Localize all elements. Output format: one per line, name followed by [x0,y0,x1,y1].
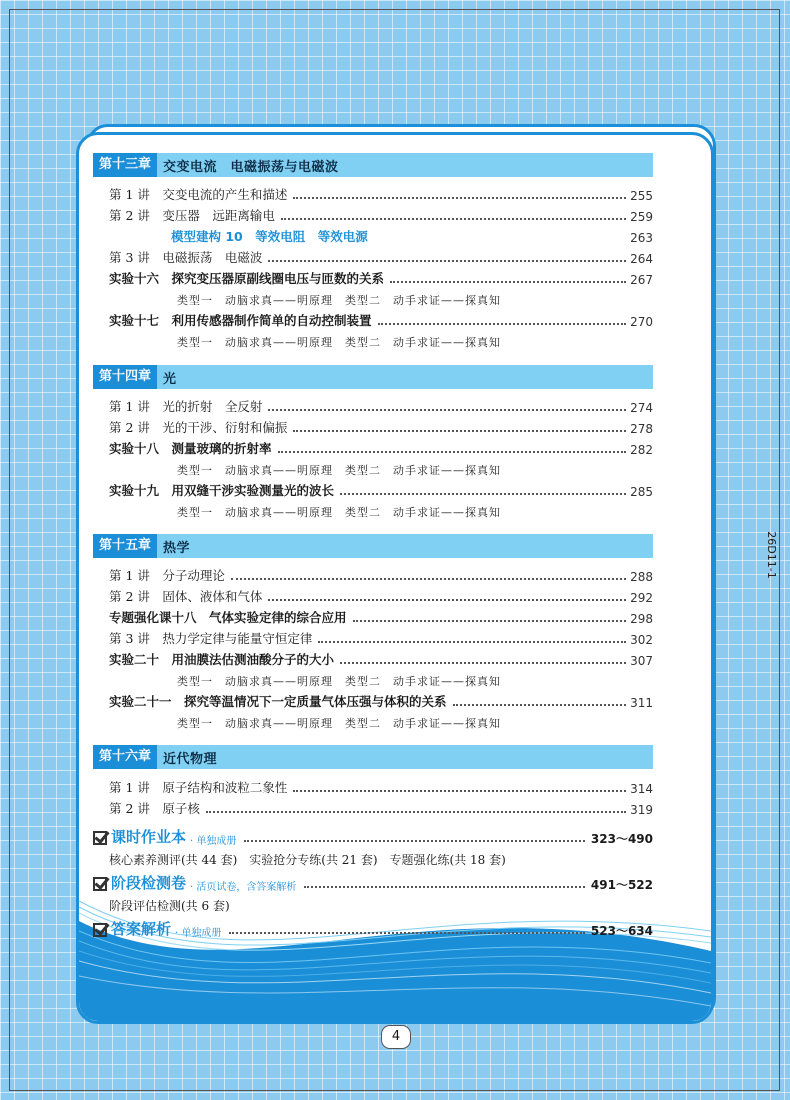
entry-page: 270 [630,315,653,329]
chapter-header [93,365,653,389]
chapter-title: 热学 [163,540,191,556]
entry-label: 实验十九 用双缝干涉实验测量光的波长 [109,483,335,498]
entry-label: 第 2 讲 变压器 远距离输电 [109,208,275,223]
extra-note: · 单独成册 [175,928,222,939]
dot-leader [304,886,585,888]
entry-page: 274 [630,401,653,415]
extra-subtitle: 核心素养测评(共 44 套) 实验抢分专练(共 21 套) 专题强化练(共 18 套) [109,853,506,867]
toc-entry[interactable] [109,797,653,817]
entry-page: 264 [630,252,653,266]
extra-note: · 单独成册 [190,836,237,847]
experiment-types: 类型一 动脑求真——明原理 类型二 动手求证——探真知 [177,717,501,730]
entry-page: 319 [630,803,653,817]
extra-note: · 活页试卷，含答案解析 [190,882,297,893]
toc-entry[interactable] [109,204,653,224]
toc-entry[interactable] [109,246,653,266]
extra-entry[interactable] [93,825,653,847]
dot-leader [268,260,626,262]
entry-label: 第 1 讲 光的折射 全反射 [109,399,263,414]
extra-entry[interactable] [93,917,653,939]
dot-leader [353,620,627,622]
toc-entry[interactable] [109,437,653,457]
entry-page: 285 [630,485,653,499]
toc-entry[interactable] [109,395,653,415]
entry-page: 288 [630,570,653,584]
entry-page: 314 [630,782,653,796]
entry-label: 第 2 讲 原子核 [109,801,200,816]
dot-leader [453,704,627,706]
toc-entry[interactable] [109,309,653,329]
experiment-types: 类型一 动脑求真——明原理 类型二 动手求证——探真知 [177,464,501,477]
entry-label: 第 3 讲 电磁振荡 电磁波 [109,250,263,265]
experiment-types: 类型一 动脑求真——明原理 类型二 动手求证——探真知 [177,336,501,349]
extra-subtitle: 阶段评估检测(共 6 套) [109,899,230,913]
entry-page: 263 [630,231,653,245]
entry-page: 255 [630,189,653,203]
entry-label: 实验十七 利用传感器制作简单的自动控制装置 [109,313,372,328]
entry-page: 267 [630,273,653,287]
toc-card [76,132,714,1024]
spacer [374,239,626,241]
entry-page: 298 [630,612,653,626]
toc-entry[interactable] [109,585,653,605]
dot-leader [278,451,627,453]
entry-page: 292 [630,591,653,605]
extra-title: 课时作业本 [111,828,187,846]
entry-page: 311 [630,696,653,710]
dot-leader [281,218,626,220]
dot-leader [318,641,626,643]
dot-leader [293,790,626,792]
dot-leader [229,932,585,934]
dot-leader [293,430,626,432]
chapter-number: 第十三章 [93,153,157,177]
entry-page: 307 [630,654,653,668]
extra-title: 答案解析 [111,920,172,938]
checkbox-icon [93,923,107,937]
extra-entry[interactable] [93,871,653,893]
entry-label: 第 2 讲 光的干涉、衍射和偏振 [109,420,288,435]
entry-label: 第 1 讲 原子结构和波粒二象性 [109,780,288,795]
chapter-title: 交变电流 电磁振荡与电磁波 [163,159,339,175]
entry-page: 282 [630,443,653,457]
entry-page: 259 [630,210,653,224]
dot-leader [340,662,626,664]
entry-label: 实验十六 探究变压器原副线圈电压与匝数的关系 [109,271,385,286]
toc-entry[interactable] [109,606,653,626]
experiment-types: 类型一 动脑求真——明原理 类型二 动手求证——探真知 [177,675,501,688]
toc-entry[interactable] [109,479,653,499]
entry-label: 实验二十 用油膜法估测油酸分子的大小 [109,652,335,667]
toc-entry[interactable] [109,416,653,436]
dot-leader [244,840,585,842]
extra-pages: 523～634 [590,924,653,938]
toc-entry[interactable] [171,225,653,245]
chapter-header [93,153,653,177]
entry-label: 第 1 讲 分子动理论 [109,568,225,583]
chapter-title: 近代物理 [163,751,218,767]
entry-page: 278 [630,422,653,436]
entry-page: 302 [630,633,653,647]
entry-label: 专题强化课十八 气体实验定律的综合应用 [109,610,347,625]
dot-leader [340,493,626,495]
toc-entry[interactable] [109,776,653,796]
entry-label: 实验十八 测量玻璃的折射率 [109,441,272,456]
extra-pages: 491～522 [590,878,653,892]
checkbox-icon [93,831,107,845]
dot-leader [206,811,626,813]
page-number: 4 [381,1025,411,1049]
chapter-number: 第十六章 [93,745,157,769]
checkbox-icon [93,877,107,891]
extra-pages: 323～490 [590,832,653,846]
chapter-title: 光 [163,371,177,387]
dot-leader [231,578,626,580]
extra-title: 阶段检测卷 [111,874,187,892]
toc-entry[interactable] [109,627,653,647]
chapter-header [93,745,653,769]
entry-label: 第 3 讲 热力学定律与能量守恒定律 [109,631,313,646]
chapter-header [93,534,653,558]
entry-label: 第 2 讲 固体、液体和气体 [109,589,263,604]
toc-entry[interactable] [109,564,653,584]
toc-entry[interactable] [109,183,653,203]
experiment-types: 类型一 动脑求真——明原理 类型二 动手求证——探真知 [177,506,501,519]
dot-leader [378,323,627,325]
chapter-number: 第十四章 [93,365,157,389]
dot-leader [390,281,626,283]
side-code: 26D11-1 [765,531,778,579]
entry-label: 实验二十一 探究等温情况下一定质量气体压强与体积的关系 [109,694,447,709]
toc-entry[interactable] [109,267,653,287]
entry-label: 模型建构 10 等效电阻 等效电源 [171,229,368,244]
toc-entry[interactable] [109,690,653,710]
dot-leader [293,197,626,199]
entry-label: 第 1 讲 交变电流的产生和描述 [109,187,288,202]
dot-leader [268,599,626,601]
dot-leader [268,409,626,411]
chapter-number: 第十五章 [93,534,157,558]
experiment-types: 类型一 动脑求真——明原理 类型二 动手求证——探真知 [177,294,501,307]
toc-entry[interactable] [109,648,653,668]
